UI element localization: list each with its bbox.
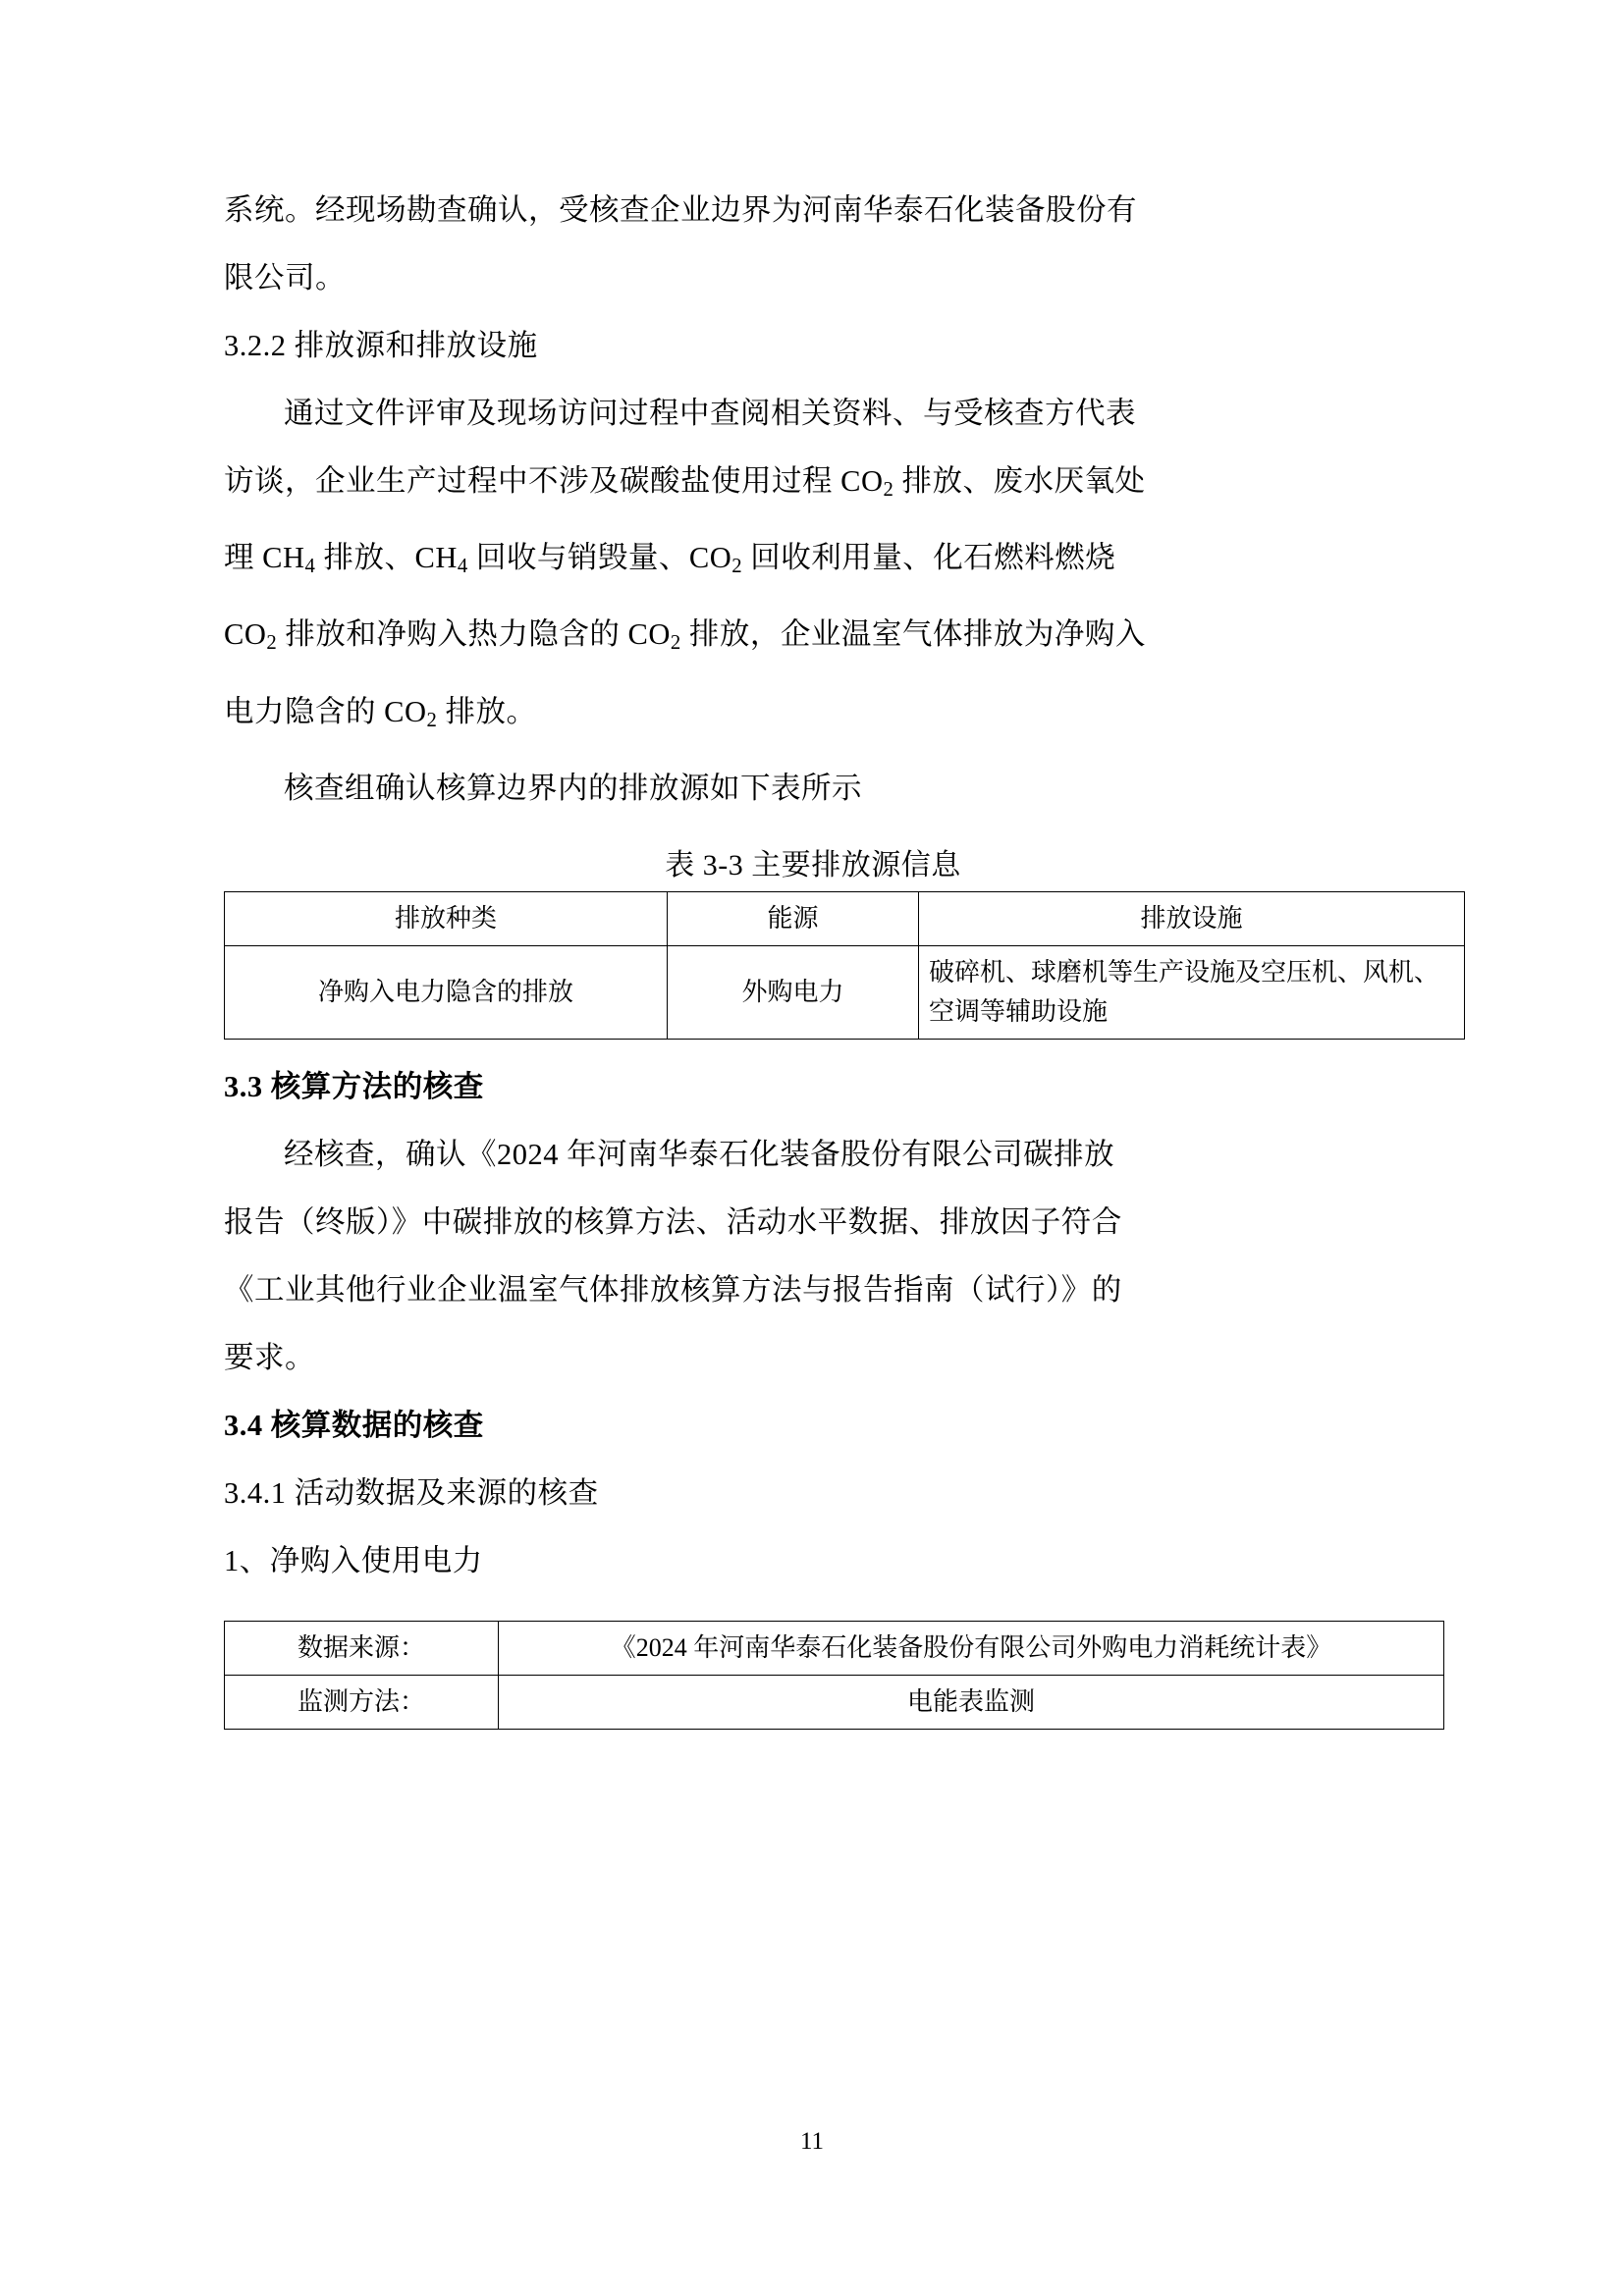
text-fragment: CO [224, 617, 267, 652]
subscript: 4 [304, 556, 316, 578]
paragraph-emission-sources-line4 [224, 601, 1402, 677]
table-emission-sources [224, 891, 1465, 1040]
table-cell-value-data-source: 《2024 年河南华泰石化装备股份有限公司外购电力消耗统计表》 [499, 1621, 1444, 1675]
paragraph-continued-line1: 系统。经现场勘查确认，受核查企业边界为河南华泰石化装备股份有 [224, 193, 1137, 227]
text-fragment: 排放和净购入热力隐含的 CO [277, 617, 671, 652]
list-item-1: 1、净购入使用电力 [224, 1543, 483, 1577]
text-fragment: 回收利用量、化石燃料燃烧 [742, 541, 1116, 575]
paragraph-verification-team: 核查组确认核算边界内的排放源如下表所示 [284, 771, 862, 805]
heading-3-4-1: 3.4.1 活动数据及来源的核查 [224, 1475, 599, 1510]
paragraph-emission-sources-line2 [224, 448, 1402, 524]
subscript: 2 [731, 556, 743, 578]
text-fragment: 排放、CH [315, 541, 458, 575]
page-content [224, 177, 1440, 1730]
page-number: 11 [799, 2128, 825, 2155]
table-header-cell-energy: 能源 [668, 891, 919, 945]
paragraph-emission-sources-line5 [224, 678, 1402, 755]
text-fragment: 通过文件评审及现场访问过程中查阅相关资料、与受核查方代表 [284, 397, 1136, 430]
subscript: 2 [883, 479, 894, 502]
paragraph-emission-sources-line3 [224, 524, 1402, 601]
text-fragment: 排放、废水厌氧处 [893, 464, 1146, 498]
table-data-source [224, 1621, 1444, 1730]
text-fragment: 访谈，企业生产过程中不涉及碳酸盐使用过程 CO [224, 464, 884, 498]
table-cell-label-monitoring-method: 监测方法： [225, 1675, 499, 1729]
heading-3-4: 3.4 核算数据的核查 [224, 1408, 484, 1442]
paragraph-method-line1: 经核查，确认《2024 年河南华泰石化装备股份有限公司碳排放 [284, 1137, 1115, 1171]
table-cell-facility: 破碎机、球磨机等生产设施及空压机、风机、空调等辅助设施 [919, 945, 1465, 1039]
text-fragment: 排放。 [437, 694, 537, 728]
table-cell-energy: 外购电力 [668, 945, 919, 1039]
paragraph-continued-line2: 限公司。 [224, 261, 346, 294]
table-cell-kind: 净购入电力隐含的排放 [225, 945, 668, 1039]
paragraph-method-line3: 《工业其他行业企业温室气体排放核算方法与报告指南（试行）》的 [224, 1272, 1122, 1307]
table-caption-3-3: 表 3-3 主要排放源信息 [665, 848, 961, 881]
text-fragment: 回收与销毁量、CO [467, 541, 732, 575]
subscript: 2 [266, 632, 278, 655]
text-fragment: 排放，企业温室气体排放为净购入 [680, 617, 1146, 652]
table-header-cell-facility: 排放设施 [919, 891, 1465, 945]
table-row [225, 1675, 1444, 1729]
table-row [225, 945, 1465, 1039]
heading-3-2-2: 3.2.2 排放源和排放设施 [224, 329, 538, 362]
text-fragment: 理 CH [224, 541, 305, 575]
subscript: 2 [670, 632, 681, 655]
table-header-cell-kind: 排放种类 [225, 891, 668, 945]
paragraph-method-line4: 要求。 [224, 1340, 315, 1374]
heading-3-3: 3.3 核算方法的核查 [224, 1069, 484, 1103]
subscript: 4 [457, 556, 468, 578]
paragraph-emission-sources-intro [224, 380, 1402, 448]
table-cell-value-monitoring-method: 电能表监测 [499, 1675, 1444, 1729]
table-row [225, 1621, 1444, 1675]
text-fragment: 电力隐含的 CO [224, 694, 427, 728]
table-cell-label-data-source: 数据来源： [225, 1621, 499, 1675]
table-header-row [225, 891, 1465, 945]
subscript: 2 [426, 709, 438, 731]
paragraph-method-line2: 报告（终版）》中碳排放的核算方法、活动水平数据、排放因子符合 [224, 1204, 1122, 1239]
